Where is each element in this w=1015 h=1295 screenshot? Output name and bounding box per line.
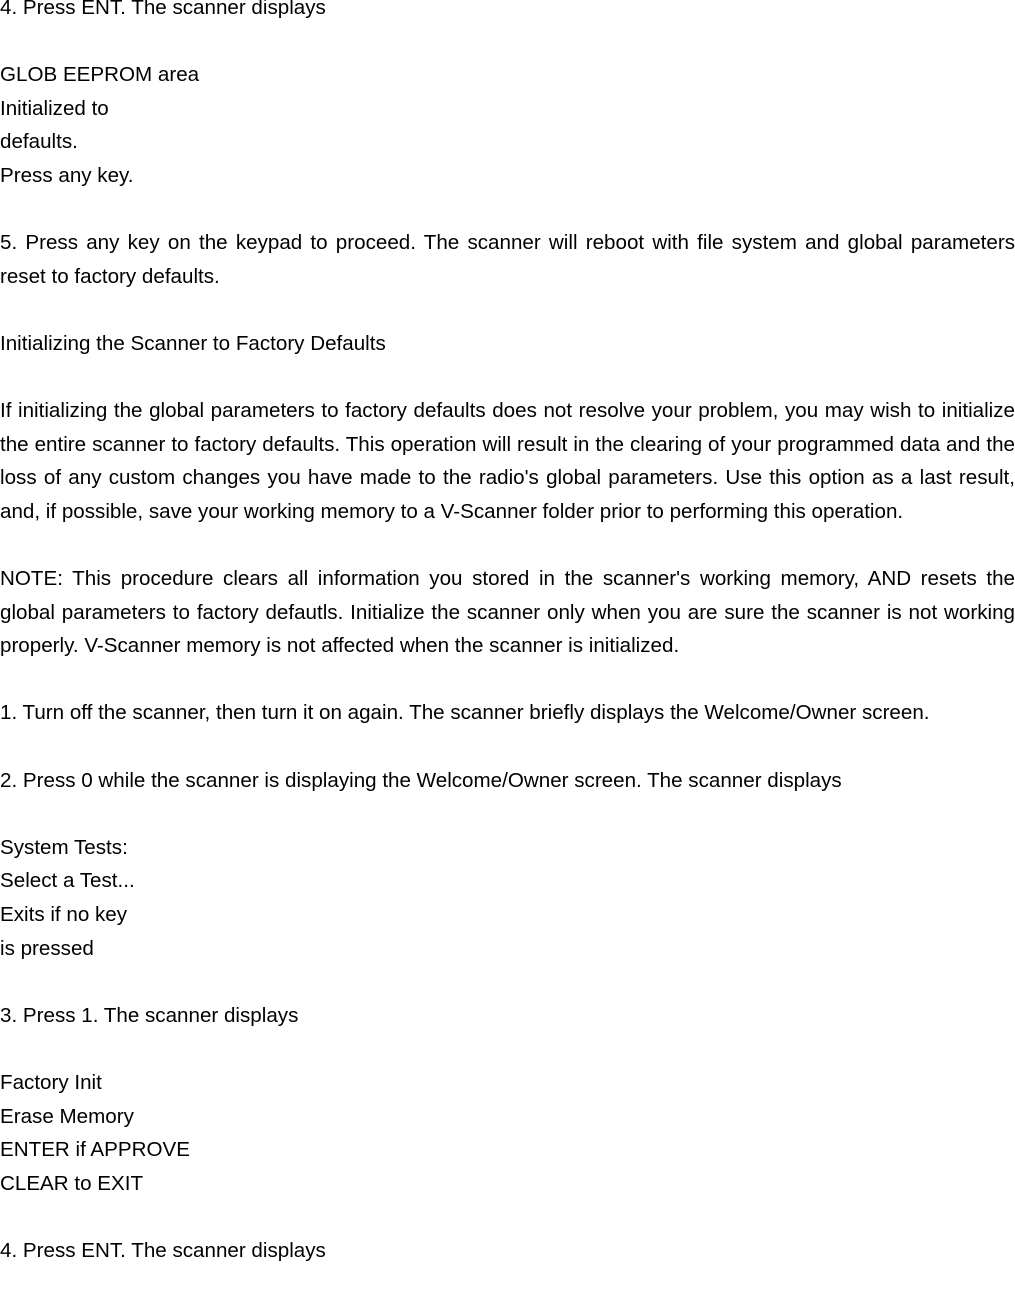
- display-line: Press any key.: [0, 163, 134, 187]
- display-line: GLOB EEPROM area: [0, 63, 200, 87]
- spacer: [0, 25, 1015, 59]
- step-1-instruction: 1. Turn off the scanner, then turn it on again. The scanner briefly displays the Welcome/Owner screen.: [0, 701, 930, 725]
- display-line: Factory Init: [0, 1071, 102, 1094]
- spacer: [0, 797, 1015, 831]
- step-4-instruction: 4. Press ENT. The scanner displays: [0, 0, 326, 19]
- spacer: [0, 293, 1015, 327]
- display-line: Select a Test...: [0, 869, 135, 893]
- step-4-instruction-repeat: 4. Press ENT. The scanner displays: [0, 1238, 326, 1262]
- spacer: [0, 1032, 1015, 1066]
- note-paragraph: NOTE: This procedure clears all information you stored in the scanner's working memory, AND resets the global parameters to factory defautls. Initialize the scanner only when you are sure the scanner is not working properly. V-Scanner memory is not affected when the scanner is initialized.: [0, 567, 1015, 658]
- display-line: is pressed: [0, 936, 94, 960]
- intro-paragraph: If initializing the global parameters to factory defaults does not resolve your problem, you may wish to initialize the entire scanner to factory defaults. This operation will result in the clearing of your programmed data and the loss of any custom changes you have made to the radio's global parameters. Use this option as a last result, and, if possible, save your working memory to a V-Scanner folder prior to performing this operation.: [0, 399, 1015, 523]
- display-line: Exits if no key: [0, 903, 128, 927]
- step-2-instruction: 2. Press 0 while the scanner is displaying the Welcome/Owner screen. The scanner displays: [0, 768, 842, 792]
- display-line: defaults.: [0, 130, 78, 154]
- step-5-instruction: 5. Press any key on the keypad to proceed. The scanner will reboot with file system and global parameters reset to factory defaults.: [0, 231, 1015, 288]
- spacer: [0, 663, 1015, 697]
- spacer: [0, 193, 1015, 227]
- display-factory-init: [0, 1066, 1015, 1200]
- display-line: CLEAR to EXIT: [0, 1171, 144, 1195]
- display-line: System Tests:: [0, 835, 128, 859]
- spacer: [0, 1200, 1015, 1234]
- section-heading: Initializing the Scanner to Factory Defaults: [0, 331, 386, 355]
- display-line: Initialized to: [0, 96, 109, 120]
- spacer: [0, 730, 1015, 764]
- display-system-tests: [0, 831, 1015, 965]
- display-glob-eeprom: [0, 58, 1015, 192]
- display-line: ENTER if APPROVE: [0, 1138, 190, 1162]
- display-line: Erase Memory: [0, 1104, 134, 1128]
- spacer: [0, 965, 1015, 999]
- step-3-instruction: 3. Press 1. The scanner displays: [0, 1003, 299, 1027]
- spacer: [0, 529, 1015, 563]
- spacer: [0, 361, 1015, 395]
